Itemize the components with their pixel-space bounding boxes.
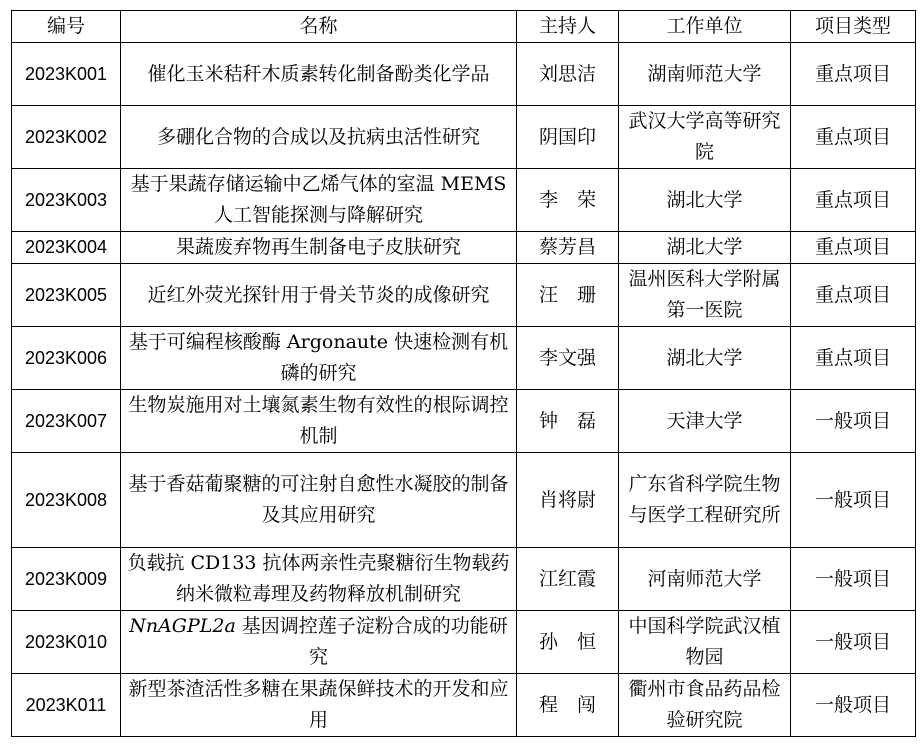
project-unit: 河南师范大学	[619, 548, 791, 611]
project-unit: 湖北大学	[619, 232, 791, 264]
project-code: 2023K008	[12, 453, 121, 548]
project-unit: 武汉大学高等研究院	[619, 106, 791, 169]
project-title: 果蔬废弃物再生制备电子皮肤研究	[121, 232, 517, 264]
project-host: 阴国印	[517, 106, 619, 169]
project-title: 生物炭施用对土壤氮素生物有效性的根际调控机制	[121, 390, 517, 453]
table-row	[12, 43, 916, 106]
project-type: 重点项目	[791, 43, 916, 106]
project-unit: 中国科学院武汉植物园	[619, 611, 791, 674]
header-code: 编号	[12, 11, 121, 43]
table-row	[12, 169, 916, 232]
project-type: 重点项目	[791, 327, 916, 390]
project-title: 近红外荧光探针用于骨关节炎的成像研究	[121, 264, 517, 327]
project-code: 2023K007	[12, 390, 121, 453]
project-title: 基于香菇葡聚糖的可注射自愈性水凝胶的制备及其应用研究	[121, 453, 517, 548]
project-title: 多硼化合物的合成以及抗病虫活性研究	[121, 106, 517, 169]
table-row	[12, 106, 916, 169]
project-code: 2023K010	[12, 611, 121, 674]
project-code: 2023K005	[12, 264, 121, 327]
project-title: 基于果蔬存储运输中乙烯气体的室温 MEMS 人工智能探测与降解研究	[121, 169, 517, 232]
project-host: 李文强	[517, 327, 619, 390]
project-code: 2023K004	[12, 232, 121, 264]
project-title: 催化玉米秸秆木质素转化制备酚类化学品	[121, 43, 517, 106]
project-code: 2023K003	[12, 169, 121, 232]
project-unit: 衢州市食品药品检验研究院	[619, 674, 791, 737]
header-unit: 工作单位	[619, 11, 791, 43]
header-title: 名称	[121, 11, 517, 43]
gene-name: NnAGPL2a	[129, 615, 236, 637]
header-host: 主持人	[517, 11, 619, 43]
project-title: 新型茶渣活性多糖在果蔬保鲜技术的开发和应用	[121, 674, 517, 737]
project-type: 重点项目	[791, 169, 916, 232]
project-type: 重点项目	[791, 232, 916, 264]
project-unit: 天津大学	[619, 390, 791, 453]
table-row	[12, 453, 916, 548]
project-unit: 湖北大学	[619, 327, 791, 390]
header-type: 项目类型	[791, 11, 916, 43]
project-title-rest: 基因调控莲子淀粉合成的功能研究	[235, 615, 508, 668]
project-type: 重点项目	[791, 106, 916, 169]
project-code: 2023K006	[12, 327, 121, 390]
project-unit: 湖北大学	[619, 169, 791, 232]
project-host: 汪 珊	[517, 264, 619, 327]
project-title	[121, 611, 517, 674]
project-unit: 温州医科大学附属第一医院	[619, 264, 791, 327]
project-code: 2023K009	[12, 548, 121, 611]
table-row	[12, 264, 916, 327]
table-row	[12, 232, 916, 264]
project-host: 钟 磊	[517, 390, 619, 453]
table-row	[12, 327, 916, 390]
project-code: 2023K002	[12, 106, 121, 169]
project-type: 一般项目	[791, 548, 916, 611]
project-host: 江红霞	[517, 548, 619, 611]
table-row	[12, 390, 916, 453]
project-type: 一般项目	[791, 674, 916, 737]
project-type: 一般项目	[791, 611, 916, 674]
project-type: 一般项目	[791, 453, 916, 548]
table-header-row	[12, 11, 916, 43]
table-row	[12, 548, 916, 611]
project-title: 负载抗 CD133 抗体两亲性壳聚糖衍生物载药纳米微粒毒理及药物释放机制研究	[121, 548, 517, 611]
project-host: 刘思洁	[517, 43, 619, 106]
project-host: 李 荣	[517, 169, 619, 232]
table-row	[12, 611, 916, 674]
project-code: 2023K001	[12, 43, 121, 106]
project-code: 2023K011	[12, 674, 121, 737]
project-title: 基于可编程核酸酶 Argonaute 快速检测有机磷的研究	[121, 327, 517, 390]
project-host: 肖将尉	[517, 453, 619, 548]
project-unit: 广东省科学院生物与医学工程研究所	[619, 453, 791, 548]
project-table	[11, 10, 916, 737]
project-host: 程 闯	[517, 674, 619, 737]
project-host: 孙 恒	[517, 611, 619, 674]
project-type: 重点项目	[791, 264, 916, 327]
project-host: 蔡芳昌	[517, 232, 619, 264]
project-unit: 湖南师范大学	[619, 43, 791, 106]
project-type: 一般项目	[791, 390, 916, 453]
table-row	[12, 674, 916, 737]
